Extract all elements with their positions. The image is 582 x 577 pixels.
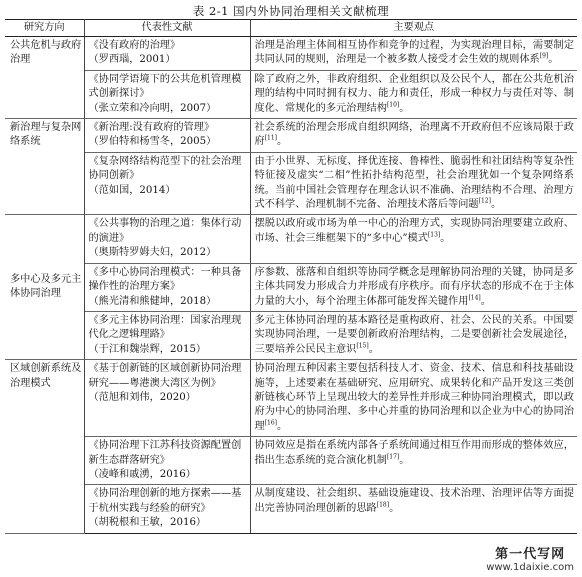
watermark	[484, 543, 576, 573]
work-title: 《协同治理下江苏科技资源配置创新生态群落研究》	[88, 440, 242, 466]
table-row	[5, 215, 577, 263]
literature-table	[5, 19, 577, 534]
header-direction: 研究方向	[5, 20, 84, 37]
work-title: 《协同学语境下的公共危机管理模式创新探讨》	[88, 73, 242, 100]
table-caption: 表 2-1 国内外协同治理相关文献梳理	[192, 4, 390, 18]
view-text: 多元主体协同治理的基本路径是重构政府、社会、公民的关系。中国要实现协同治理，一是要创新政府治理结构，二是要创新社会发展途径，三要培养公民民主意识	[254, 314, 574, 355]
table-row	[5, 70, 577, 118]
view-text: 除了政府之外，非政府组织、企业组织以及公民个人，都在公共危机治理的结构中同时拥有权力、能力和责任，形成一种权力与责任对等、制度化、常规化的多元治理结构	[254, 73, 574, 114]
work-cell	[84, 37, 250, 71]
work-cell	[84, 215, 250, 263]
citation-ref: [14]	[468, 294, 481, 302]
work-title: 《没有政府的治理》	[88, 40, 181, 51]
work-author: （范旭和刘伟，2020）	[88, 391, 196, 403]
work-cell	[84, 311, 250, 359]
work-author: （罗伯特和杨雪冬，2005）	[88, 136, 217, 148]
header-views: 主要观点	[250, 20, 577, 37]
work-cell	[84, 263, 250, 311]
category-cell: 区域创新系统及治理模式	[5, 360, 84, 533]
table-row	[5, 263, 577, 311]
view-text: 协同治理五种因素主要包括科技人才、资金、技术、信息和科技基础设施等，上述要素在基础研究、应用研究、成果转化和产品开发这三类创新链核心环节上呈现出较大的差异性并形成三种协同治理模式，即以政府为中心的协同治理、多中心并重的协同治理和以企业为中心的协同治理	[254, 363, 574, 432]
view-text: 治理是治理主体间相互协作和竞争的过程，为实现治理目标，需要制定共同认同的规则，治理是一个被多数人接受才会生效的规则体系	[254, 40, 574, 66]
view-cell: 序参数、涨落和自组织等协同学概念是理解协同治理的关键，协同是多主体共同发力形成合力并形成有序秩序。而有序状态的形成不在于主体力量的大小，每个治理主体都可能发挥关键作用[14]。	[250, 263, 577, 311]
work-cell	[84, 152, 250, 215]
view-text: 从制度建设、社会组织、基础设施建设、技术治理、治理评估等方面提出完善协同治理创新的思路	[254, 488, 574, 514]
work-cell	[84, 485, 250, 533]
view-cell: 摆脱以政府或市场为单一中心的治理方式，实现协同治理要建立政府、市场、社会三维框架下的“多中心”模式[13]。	[250, 215, 577, 263]
table-row	[5, 119, 577, 153]
work-author: （胡税根和王敏，2016）	[88, 517, 207, 529]
view-cell: 治理是治理主体间相互协作和竞争的过程，为实现治理目标，需要制定共同认同的规则，治理是一个被多数人接受才会生效的规则体系[9]。	[250, 37, 577, 71]
watermark-url: www.1daixie.com	[486, 562, 574, 573]
view-cell: 由于小世界、无标度、择优连接、鲁棒性、脆弱性和社团结构等复杂性特征接及虚实“二相”性拓扑结构范型，社会治理犹如一个复杂网络系统。当前中国社会管理存在理念认识不准确、治理结构不合理、治理方式不科学、治理机制不完备、治理技术落后等问题[12]。	[250, 152, 577, 215]
category-cell: 公共危机与政府治理	[5, 37, 84, 119]
view-text: 由于小世界、无标度、择优连接、鲁棒性、脆弱性和社团结构等复杂性特征接及虚实“二相”性拓扑结构范型，社会治理犹如一个复杂网络系统。当前中国社会管理存在理念认识不准确、治理结构不合理、治理方式不科学、治理机制不完备、治理技术落后等问题	[254, 155, 574, 211]
view-text: 摆脱以政府或市场为单一中心的治理方式，实现协同治理要建立政府、市场、社会三维框架下的“多中心”模式	[254, 218, 574, 244]
view-text: 序参数、涨落和自组织等协同学概念是理解协同治理的关键，协同是多主体共同发力形成合力并形成有序秩序。而有序状态的形成不在于主体力量的大小，每个治理主体都可能发挥关键作用	[254, 266, 574, 307]
work-cell	[84, 437, 250, 485]
citation-ref: [13]	[427, 231, 441, 239]
header-works: 代表性文献	[84, 20, 250, 37]
work-title: 《基于创新链的区域创新协同治理研究——粤港澳大湾区为例》	[88, 363, 242, 389]
work-author: （熊光清和熊健坤，2018）	[88, 295, 217, 307]
citation-ref: [9]	[539, 53, 549, 61]
work-title: 《复杂网络结构范型下的社会治理协同创新》	[88, 155, 242, 182]
work-title: 《多中心协同治理模式：一种具备操作性的治理方案》	[88, 266, 242, 293]
work-author: （范如国，2014）	[88, 184, 176, 196]
work-title: 《多元主体协同治理：国家治理现代化之逻辑理路》	[88, 314, 242, 341]
work-title: 《公共事物的治理之道：集体行动的演进》	[88, 218, 242, 244]
work-title: 《协同治理创新的地方探索——基于杭州实践与经验的研究》	[88, 488, 242, 514]
table-row	[5, 37, 577, 71]
citation-ref: [11]	[264, 135, 278, 143]
work-author: （凌峰和戚湧，2016）	[88, 468, 196, 480]
view-cell: 社会系统的治理会形成自组织网络，治理离不开政府但不应该局限于政府[11]。	[250, 119, 577, 153]
table-row	[5, 485, 577, 533]
table-row	[5, 152, 577, 215]
work-author: （于江和魏崇辉，2015）	[88, 343, 207, 355]
citation-ref: [15]	[356, 342, 369, 350]
table-header-row	[5, 20, 577, 37]
view-cell: 协同治理五种因素主要包括科技人才、资金、技术、信息和科技基础设施等，上述要素在基础研究、应用研究、成果转化和产品开发这三类创新链核心环节上呈现出较大的差异性并形成三种协同治理模式，即以政府为中心的协同治理、多中心并重的协同治理和以企业为中心的协同治理[16]。	[250, 360, 577, 437]
table-row	[5, 437, 577, 485]
citation-ref: [12]	[478, 197, 491, 205]
work-cell	[84, 119, 250, 153]
view-cell: 协同效应是指在系统内部各子系统间通过相互作用而形成的整体效应，指出生态系统的竞合演化机制[17]。	[250, 437, 577, 485]
citation-ref: [17]	[386, 453, 400, 461]
category-cell: 新治理与复杂网络系统	[5, 119, 84, 215]
view-cell: 从制度建设、社会组织、基础设施建设、技术治理、治理评估等方面提出完善协同治理创新的思路[18]。	[250, 485, 577, 533]
work-cell	[84, 360, 250, 437]
work-title: 《新治理:没有政府的管理》	[88, 122, 215, 134]
view-cell: 多元主体协同治理的基本路径是重构政府、社会、公民的关系。中国要实现协同治理，一是要创新政府治理结构，二是要创新社会发展途径，三要培养公民民主意识[15]。	[250, 311, 577, 359]
work-author: （奥斯特罗姆夫妇，2012）	[88, 247, 217, 259]
view-text: 社会系统的治理会形成自组织网络，治理离不开政府但不应该局限于政府	[254, 122, 574, 148]
view-cell: 除了政府之外，非政府组织、企业组织以及公民个人，都在公共危机治理的结构中同时拥有权力、能力和责任，形成一种权力与责任对等、制度化、常规化的多元治理结构[10]。	[250, 70, 577, 118]
category-cell: 多中心及多元主体协同治理	[5, 215, 84, 360]
table-row	[5, 360, 577, 437]
citation-ref: [18]	[376, 501, 390, 509]
view-text: 协同效应是指在系统内部各子系统间通过相互作用而形成的整体效应，指出生态系统的竞合演化机制	[254, 440, 574, 466]
watermark-title: 第一代写网	[495, 547, 566, 562]
citation-ref: [10]	[386, 101, 400, 109]
work-cell	[84, 70, 250, 118]
citation-ref: [16]	[264, 419, 278, 427]
work-author: （罗西瑙，2001）	[88, 54, 176, 66]
table-row	[5, 311, 577, 359]
work-author: （张立荣和冷向明，2007）	[88, 102, 217, 114]
